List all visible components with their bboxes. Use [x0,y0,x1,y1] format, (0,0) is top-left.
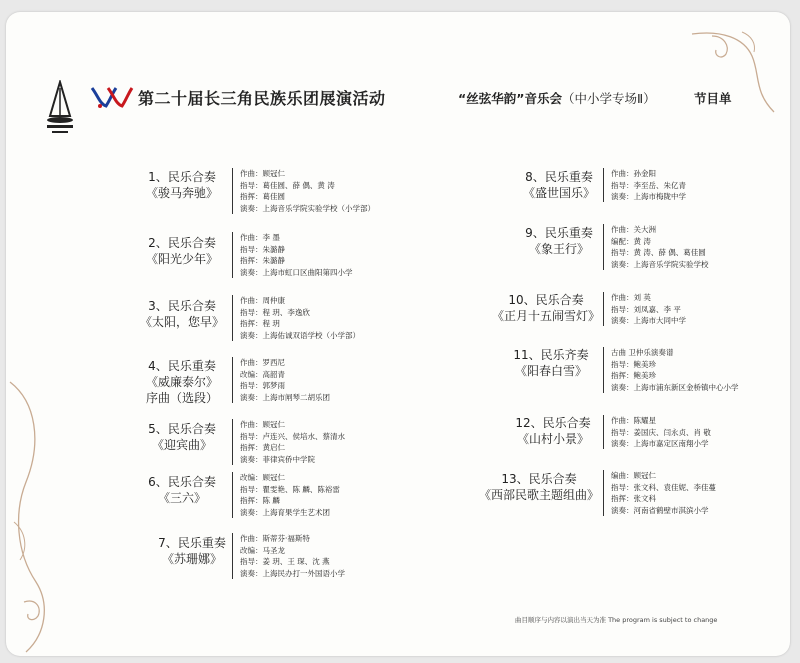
credit-line: 演奏：菲律宾侨中学院 [240,454,315,464]
credit-line: 指挥：鲍美珍 [611,371,656,380]
item-title: 《盛世国乐》 [522,186,595,200]
program-item-heading [102,474,262,506]
program-item-heading [459,471,619,503]
item-type: 民乐合奏 [167,475,216,489]
item-number: 9、 [525,226,545,240]
item-title: 《太阳，您早》 [139,315,224,329]
item-credits [240,232,353,278]
item-number-type [102,235,262,251]
credit-line: 演奏：上海育果学生艺术团 [240,507,330,517]
item-number: 13、 [501,472,529,486]
credit-line: 作曲：孙金阳 [611,169,656,178]
credit-line: 指挥：葛佳圆 [240,192,285,201]
item-number-type [102,169,262,185]
item-type: 民乐合奏 [167,422,216,436]
item-number-type [466,292,626,308]
divider-line [603,224,604,270]
divider-line [603,292,604,326]
credit-line: 改编：马圣龙 [240,545,285,555]
item-type: 民乐合奏 [167,170,216,184]
program-item-heading [102,298,262,330]
credit-line: 演奏：上海市闸琴二胡乐团 [240,392,330,402]
divider-line [232,168,233,214]
item-number: 4、 [148,359,168,373]
item-type: 民乐合奏 [535,293,584,307]
divider-line [232,232,233,278]
item-number-type [102,298,262,314]
item-type: 民乐合奏 [167,236,216,250]
item-number: 2、 [148,236,168,250]
credit-line: 演奏：上海佑诚双语学校（小学部） [240,330,360,340]
credit-line: 作曲：斯蒂芬·福斯特 [240,534,310,543]
item-title: 《阳光少年》 [145,252,218,266]
item-title: 《三六》 [157,491,206,505]
item-credits [611,347,739,393]
footer-note: 曲目顺序与内容以演出当天为准 The program is subject to change [515,616,718,624]
item-title: 《象王行》 [528,242,589,256]
item-number: 6、 [148,475,168,489]
credit-line: 指导：张文科、袁佳妮、李佳蔓 [611,482,716,492]
item-number: 8、 [525,170,545,184]
item-credits [611,470,716,516]
credit-line: 指导：刘凤嘉、李 平 [611,304,681,314]
item-title: 《骏马奔驰》 [145,186,218,200]
item-credits [611,292,686,327]
credit-line: 编曲：顾冠仁 [611,471,656,480]
item-number-type [473,415,633,431]
divider-line [603,347,604,393]
program-item-heading [102,421,262,453]
item-number-type [102,358,262,374]
credit-line: 古曲 卫仲乐演奏谱 [611,348,674,357]
item-number-type [459,471,619,487]
credit-line: 演奏：上海市浦东新区金桥镇中心小学 [611,382,739,392]
divider-line [603,168,604,202]
program-item-heading [102,169,262,201]
event-title: 第二十届长三角民族乐团展演活动 [138,89,386,108]
credit-line: 指挥：程 玥 [240,319,280,328]
item-type: 民乐重奏 [177,536,226,550]
program-item-heading [102,358,262,406]
item-number-type [471,347,631,363]
divider-line [232,533,233,579]
credit-line: 作曲：周仲康 [240,296,285,305]
item-type: 民乐合奏 [542,416,591,430]
item-number-type [102,474,262,490]
credit-line: 作曲：顾冠仁 [240,420,285,429]
program-item-heading [466,292,626,324]
program-label: 节目单 [694,91,732,106]
credit-line: 作曲：刘 英 [611,293,651,302]
item-credits [611,224,709,270]
credit-line: 指挥：陈 麟 [240,496,280,505]
item-credits [611,415,711,450]
credit-line: 指导：黄 涛、薛 偶、葛佳圆 [611,248,706,257]
credit-line: 指导：郭梦雨 [240,381,285,390]
program-item-heading [102,235,262,267]
item-type: 民乐重奏 [167,359,216,373]
credit-line: 指导：瞿雯艳、陈 麟、陈裕雷 [240,484,340,494]
program-card [6,12,790,656]
item-title: 《威廉泰尔》 [145,375,218,389]
credit-line: 指挥：张文科 [611,494,656,503]
credit-line: 作曲：关大洲 [611,225,656,234]
credit-line: 演奏：河南省鹤壁市淇滨小学 [611,505,709,515]
item-credits [240,533,345,579]
item-credits [240,419,345,465]
divider-line [232,295,233,341]
credit-line: 作曲：陈耀星 [611,416,656,425]
item-credits [611,168,686,203]
swirl-ornament-bottom-left [6,372,76,656]
credit-line: 指导：朱潞静 [240,244,285,254]
credit-line: 指导：卢连兴、侯培水、蔡清水 [240,431,345,441]
item-title: 《苏珊娜》 [161,552,222,566]
program-item-heading [471,347,631,379]
item-type: 民乐重奏 [544,226,593,240]
item-type: 民乐齐奏 [540,348,589,362]
credit-line: 指导：程 玥、李逸欣 [240,307,310,317]
item-subtitle: 序曲（选段） [145,391,218,405]
item-number: 12、 [515,416,543,430]
item-type: 民乐重奏 [544,170,593,184]
item-number: 11、 [513,348,541,362]
credit-line: 指挥：朱潞静 [240,256,285,265]
program-item-heading [473,415,633,447]
credit-line: 演奏：上海市虹口区曲阳第四小学 [240,267,353,277]
divider-line [232,357,233,403]
credit-line: 演奏：上海音乐学院实验学校 [611,259,709,269]
item-title: 《阳春白雪》 [514,364,587,378]
credit-line: 指导：姜国庆、闫永贞、肖 敬 [611,427,711,437]
orchestra-logo-icon [44,80,76,136]
item-credits [240,295,360,341]
divider-line [603,415,604,449]
credit-line: 作曲：罗西尼 [240,358,285,367]
item-number: 7、 [158,536,178,550]
credit-line: 演奏：上海音乐学院实验学校（小学部） [240,203,375,213]
divider-line [232,419,233,465]
item-title: 《迎宾曲》 [151,438,212,452]
item-number: 1、 [148,170,168,184]
credit-line: 改编：高韶青 [240,369,285,379]
festival-brand-icon [90,84,134,110]
credit-line: 指导：姜 玥、王 琛、沈 燕 [240,557,330,566]
item-title: 《山村小景》 [516,432,589,446]
item-number: 10、 [508,293,536,307]
item-credits [240,168,375,214]
item-number-type [102,421,262,437]
item-number: 5、 [148,422,168,436]
credit-line: 编配：黄 涛 [611,236,651,246]
credit-line: 改编：顾冠仁 [240,473,285,482]
item-type: 民乐合奏 [167,299,216,313]
item-credits [240,357,330,403]
item-type: 民乐合奏 [528,472,577,486]
credit-line: 演奏：上海市梅陇中学 [611,192,686,201]
divider-line [232,472,233,518]
credit-line: 指导：葛佳圆、薛 偶、黄 涛 [240,180,335,190]
credit-line: 指导：鲍美珍 [611,359,656,369]
credit-line: 演奏：上海民办打一外国语小学 [240,568,345,578]
item-title: 《西部民歌主题组曲》 [478,488,599,502]
credit-line: 演奏：上海市嘉定区南翔小学 [611,439,709,448]
credit-line: 作曲：顾冠仁 [240,169,285,178]
credit-line: 作曲：李 墨 [240,233,280,242]
item-credits [240,472,340,518]
item-title: 《正月十五闹雪灯》 [491,309,600,323]
credit-line: 指导：李至岳、朱亿青 [611,180,686,190]
credit-line: 指挥：黄启仁 [240,443,285,452]
item-number: 3、 [148,299,168,313]
concert-name: “丝弦华韵”音乐会（中小学专场Ⅱ） [458,91,656,106]
credit-line: 演奏：上海市大同中学 [611,316,686,325]
divider-line [603,470,604,516]
